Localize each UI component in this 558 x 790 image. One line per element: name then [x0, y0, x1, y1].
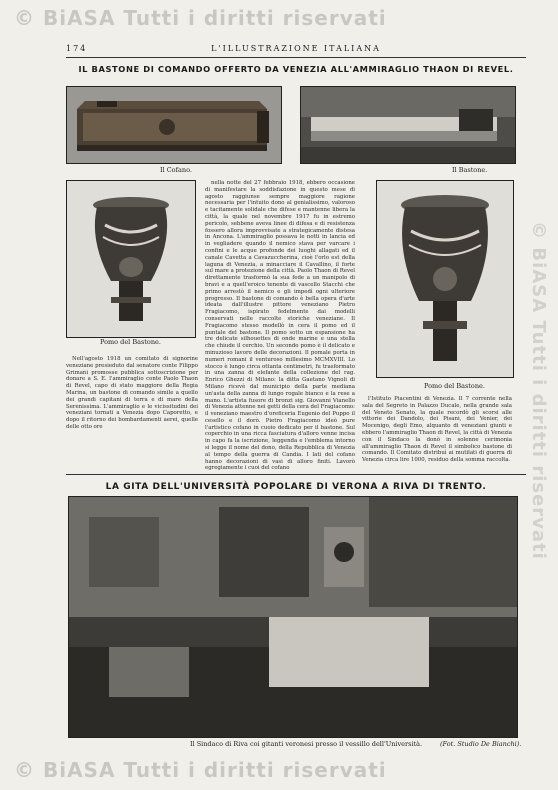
watermark-top: © BiASA Tutti i diritti riservati [14, 6, 387, 30]
caption-cofano: Il Cofano. [160, 166, 192, 174]
article-text-left: Nell'agosto 1918 un comitato di signorine veneziane presieduto dal senatore conte Filippo Grimani promosse pubblica sottoscrizione per donare a S. E. l'ammiraglio conte Paolo Thaon di Revel, capo di stato maggiore della Regia Marina, un bastone di comando simile a quello dei grandi capitani di terra e di mare della Serenissima. L'ammiraglio e le vicissitudini dei veneziani tornati a Venezia dopo Caporetto, e dopo il ritorno dei bombardamenti aerei, quelle delle otto ore [66, 356, 198, 430]
article2-title: LA GITA DELL'UNIVERSITÀ POPOLARE DI VERONA A RIVA DI TRENTO. [105, 482, 487, 492]
photo-credit: (Fot. Studio De Bianchi). [440, 740, 522, 748]
article-column-right [362, 396, 512, 466]
header-rule [66, 57, 526, 58]
article-column-middle [205, 180, 355, 472]
photo-verona-group [68, 496, 518, 738]
verona-group-illustration [69, 497, 517, 737]
article-text-right: l'Istituto Piacentini di Venezia. Il 7 corrente nella sala del Segreto in Palazzo Ducale, nella grande sala del Veneto Senato, la quale recordò gli scorsi alle vittorie dei Dandolo, dei Pisani, dei Venier, dei Mocenigo, degli Emo, alquanto di veneziani giunti e ebbero l'ammiraglio Thaon di Revel, la città di Venezia con il Sindaco la donò in solenne cerimonia all'ammiraglio Thaon di Revel il simbolico bastone di comando. Il Comitato distribuì ai mutilati di guerra di Venezia circa lire 1000, residuo della somma raccolta. [362, 396, 512, 464]
page-number: 174 [66, 44, 88, 53]
photo-cofano [66, 86, 282, 164]
magazine-title: L'ILLUSTRAZIONE ITALIANA [211, 44, 381, 53]
caption-verona: Il Sindaco di Riva coi gitanti veronesi presso il vessillo dell'Università. [190, 740, 423, 748]
photo-pomo-right [376, 180, 514, 378]
caption-pomo-left: Pomo del Bastone. [100, 338, 161, 346]
section-rule [66, 474, 526, 475]
article-column-left [66, 356, 198, 466]
photo-bastone [300, 86, 516, 164]
watermark-side: © BiASA Tutti i diritti riservati [528, 221, 550, 560]
cofano-illustration [67, 87, 281, 163]
article-title: IL BASTONE DI COMANDO OFFERTO DA VENEZIA ALL'AMMIRAGLIO THAON DI REVEL. [78, 64, 514, 74]
photo-pomo-left [66, 180, 196, 338]
page-header [66, 44, 526, 58]
bastone-illustration [301, 87, 515, 163]
article-text-middle: nella notte del 27 febbraio 1918, ebbero occasione di manifestare la soddisfazione in questo mese di agosto raggiunse sempre maggiore ragione necessaria per l'intuito dono al genialissimo, valoroso e tacitamente solidale che difese e mantenne libera la città, la quale nel novembre 1917 fu in estremo pericolo, sebbene aveva linee di difesa e di resistenza fossero allora improvvisate a strategicamente distesa in Ancona. L'ammiraglio possava le notti in lancia ed in vegliadere quando il nemico stava per varcare i confini e le acque profonde dei luoghi allagati ed il canale Cavetta a Cavazuccherina, cioè l'orlo est della laguna di Venezia, a minacciare il Cavallino, il forte sul mare a protezione della città. Paolo Thaon di Revel direttamente trasformò la sua fede a un manipolo di bravi e a quell'eroico tenente di vascello Stacchi che primo arrestò il nemico e gli impedì ogni ulteriore progresso. Il bastone di comando è bella opera d'arte ideata dall'illustre pittore veneziano Pietro Fragiacomo, ispirato fedelmente dai modelli conservati nelle raccolte storiche veneziane. Il Fragiacomo stesso modellò in cera il pomo ed il puntale del bastone. Il pomo sotto un espansione ha tre delicate silhouettes di onde marine e una stella che chiude il cerchio. Un secondo pomo è il delicato e minuzioso lavoro delle decorazioni. Il pomale porta in numeri romani il venturoso millesimo MCMXVIII. Lo stocco è lungo circa ottanta centimetri, fu trasformato in una zanna di elefante della collezione del rag. Enrico Ghezzi di Milano: la ditta Gaetano Vignoli di Milano ricevè dal municipio della parte mediana un'asta della zanna di lungo rogale bianco e la rese a mano. L'artista fusore di bronzi sig. Giovanni Vianello di Venezia attenne nei getti della cera del Fragiacomo: il veneziano maestro d'oreficeria Eugenio del Puppo il cesello e il dorò. Pietro Fragiacomo ideò pure l'artistico cofano in cuoio dedicato per il bastone. Sul coperchio in una ricca fasciatura d'alloro venne incisa in capo fa la iscrizione, leggenda e l'emblema intorno si legge il nome del dono, della Repubblica di Venezia al tempo della guerra di Candia. I lati del cofano hanno decorazioni di vasi di alloro finiti. Lavorò egregiamente i cuoi del cofano [205, 180, 355, 472]
caption-bastone: Il Bastone. [452, 166, 488, 174]
pomo-right-illustration [377, 181, 513, 377]
watermark-bottom: © BiASA Tutti i diritti riservati [14, 758, 387, 782]
caption-pomo-right: Pomo del Bastone. [424, 382, 485, 390]
pomo-left-illustration [67, 181, 195, 337]
